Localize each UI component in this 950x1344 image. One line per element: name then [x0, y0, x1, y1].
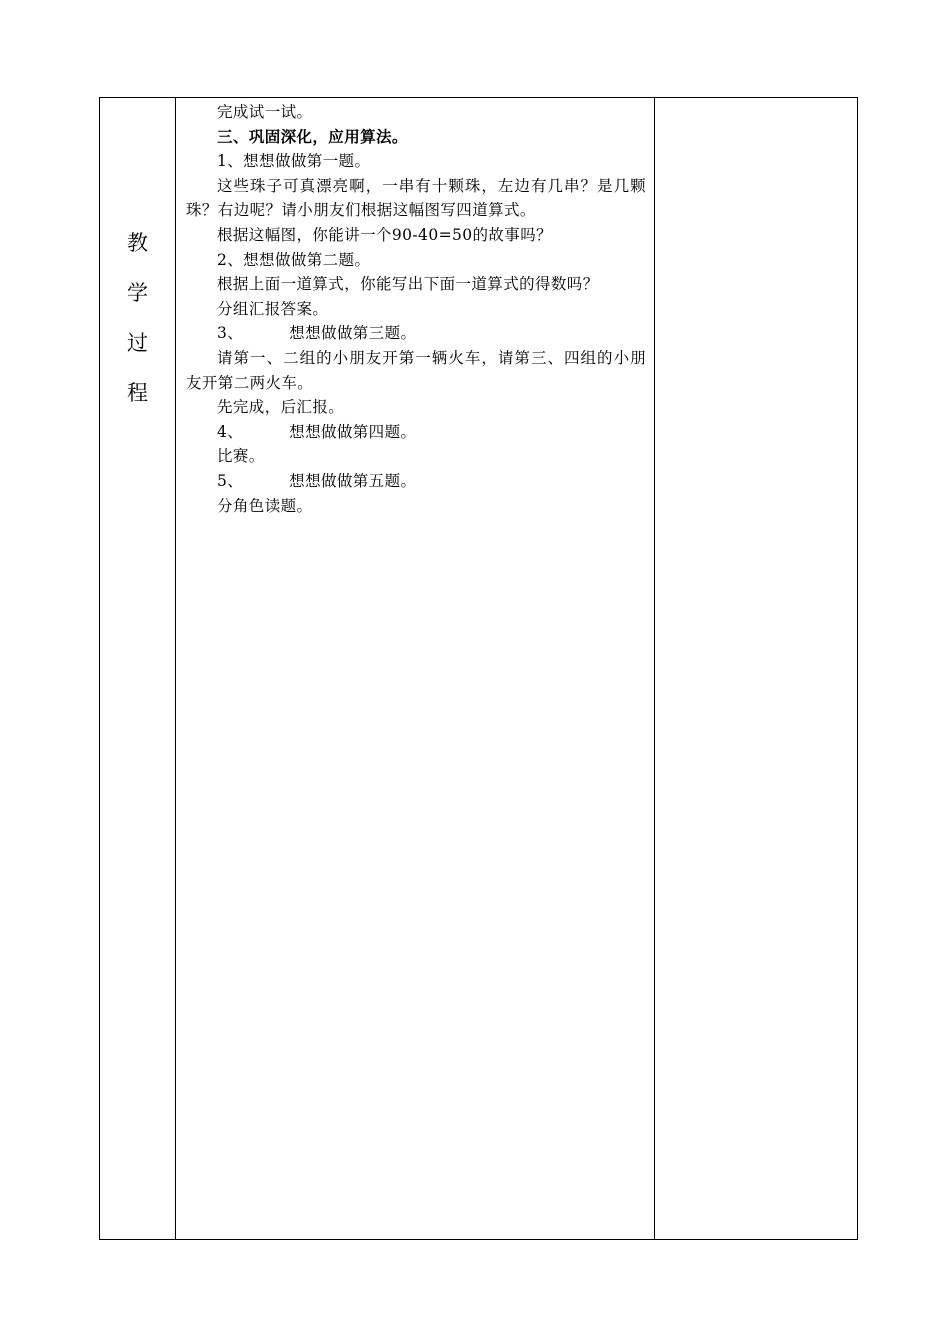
paragraph: 分角色读题。	[217, 496, 313, 515]
item-title-text: 想想做做第五题。	[289, 471, 417, 490]
item-title-text: 想想做做第四题。	[289, 422, 417, 441]
item-title	[186, 321, 646, 346]
item-title-text: 想想做做第三题。	[289, 324, 417, 343]
item-number: 3、	[217, 324, 244, 343]
section-label-char: 教	[127, 231, 148, 255]
table-row	[100, 98, 858, 1240]
lesson-plan-table	[99, 97, 858, 1240]
paragraph: 完成试一试。	[217, 103, 313, 121]
paragraph: 比赛。	[217, 447, 265, 466]
section-heading: 三、巩固深化，应用算法。	[217, 126, 408, 146]
paragraph: 分组汇报答案。	[217, 299, 329, 318]
item-number: 4、	[217, 422, 244, 441]
item-title: 1、想想做做第一题。	[217, 152, 371, 171]
item-title	[186, 420, 646, 445]
section-label-char: 程	[127, 381, 148, 405]
section-label-cell	[100, 98, 176, 1240]
item-number: 5、	[217, 471, 244, 490]
section-label-char: 学	[127, 281, 148, 305]
paragraph: 先完成，后汇报。	[217, 398, 345, 417]
paragraph: 请第一、二组的小朋友开第一辆火车，请第三、四组的小朋友开第二两火车。	[186, 348, 646, 392]
section-label	[100, 218, 175, 418]
lesson-content	[176, 98, 654, 518]
content-cell	[176, 98, 655, 1240]
item-title	[186, 469, 646, 494]
paragraph: 根据这幅图，你能讲一个90-40=50的故事吗？	[217, 225, 552, 244]
item-title: 2、想想做做第二题。	[217, 250, 371, 269]
section-label-char: 过	[127, 331, 148, 355]
paragraph: 根据上面一道算式，你能写出下面一道算式的得数吗？	[217, 275, 599, 294]
paragraph: 这些珠子可真漂亮啊，一串有十颗珠，左边有几串？是几颗珠？右边呢？请小朋友们根据这幅图写四道算式。	[186, 176, 646, 220]
notes-cell	[655, 98, 858, 1240]
